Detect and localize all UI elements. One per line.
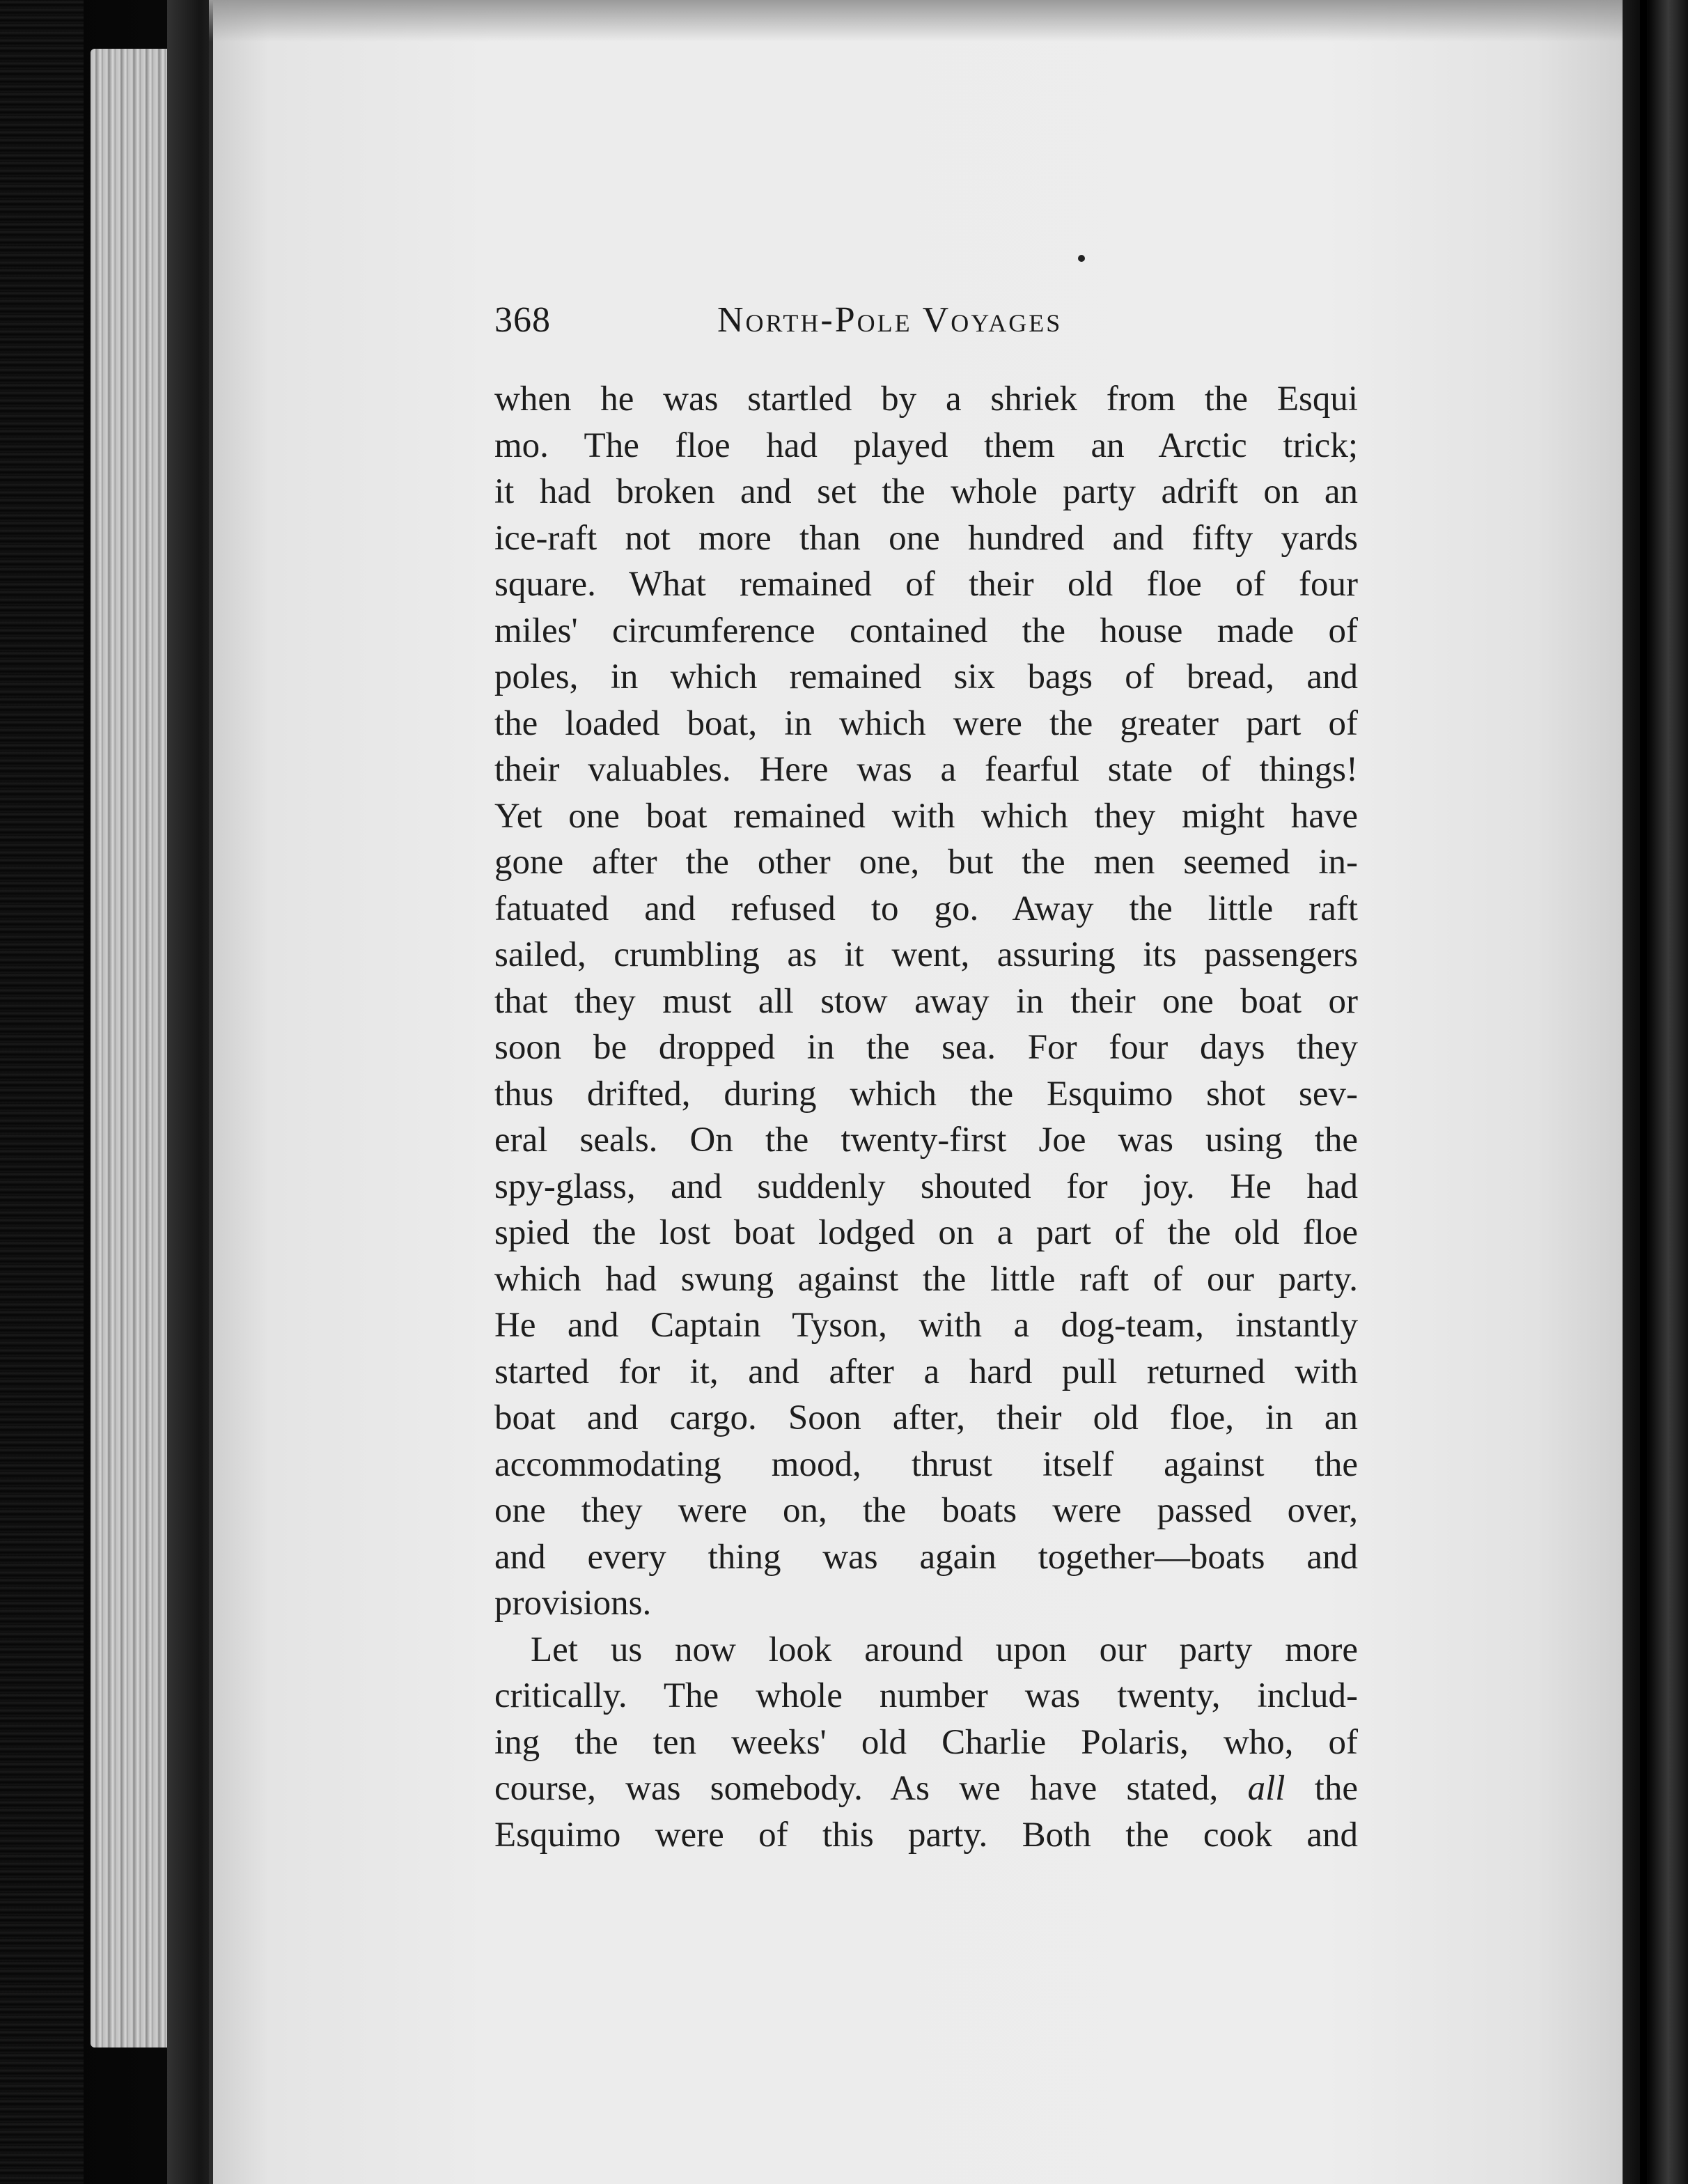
text-line: accommodating mood, thrust itself against the [494, 1444, 1358, 1484]
text-line: Esquimo were of this party. Both the cook and [494, 1815, 1358, 1855]
text-line: critically. The whole number was twenty, includ- [494, 1676, 1358, 1715]
right-gutter-line [1640, 0, 1647, 2184]
text-line: Let us now look around upon our party more [531, 1630, 1358, 1669]
running-title: North-Pole Voyages [717, 300, 1063, 340]
text-line: Yet one boat remained with which they might have [494, 796, 1358, 836]
text-line: when he was startled by a shriek from the Esqui [494, 380, 1358, 419]
text-line: miles' circumference contained the house made of [494, 611, 1358, 650]
text-fragment: course, was somebody. As we have stated, [494, 1769, 1219, 1808]
text-line: square. What remained of their old floe of four [494, 565, 1358, 604]
text-line: thus drifted, during which the Esquimo shot sev- [494, 1074, 1358, 1114]
text-line: it had broken and set the whole party adrift on an [494, 472, 1358, 511]
text-line: fatuated and refused to go. Away the little raft [494, 889, 1358, 928]
book-cover-edge [0, 0, 84, 2184]
text-line: boat and cargo. Soon after, their old floe, in an [494, 1398, 1358, 1437]
text-line: the loaded boat, in which were the greater part of [494, 703, 1358, 743]
paragraph-2 [494, 1627, 1358, 1859]
text-line: He and Captain Tyson, with a dog-team, instantly [494, 1306, 1358, 1345]
text-line: gone after the other one, but the men seemed in- [494, 843, 1358, 882]
text-line: poles, in which remained six bags of bread, and [494, 657, 1358, 696]
text-line-with-italic [494, 1765, 1358, 1812]
text-line: ing the ten weeks' old Charlie Polaris, who, of [494, 1722, 1358, 1762]
right-gutter [1623, 0, 1688, 2184]
page-top-shadow [209, 0, 1623, 42]
text-line: started for it, and after a hard pull returned with [494, 1352, 1358, 1391]
text-line: one they were on, the boats were passed over, [494, 1491, 1358, 1530]
text-line: which had swung against the little raft of our party. [494, 1259, 1358, 1299]
body-text [494, 376, 1358, 1858]
text-line: that they must all stow away in their one boat or [494, 981, 1358, 1021]
page-number: 368 [494, 300, 551, 340]
ink-speck [1078, 255, 1085, 262]
italic-word: all [1247, 1769, 1285, 1808]
running-head [494, 299, 1372, 355]
text-line: sailed, crumbling as it went, assuring its passengers [494, 935, 1358, 974]
text-fragment: the [1314, 1769, 1359, 1808]
paragraph-1 [494, 376, 1358, 1627]
text-line: provisions. [494, 1584, 652, 1623]
text-line: their valuables. Here was a fearful state of things! [494, 750, 1358, 789]
text-line: spy-glass, and suddenly shouted for joy. He had [494, 1167, 1358, 1206]
text-line: ice-raft not more than one hundred and fifty yards [494, 518, 1358, 558]
text-line: and every thing was again together—boats and [494, 1537, 1358, 1577]
text-line: mo. The floe had played them an Arctic trick; [494, 426, 1358, 465]
text-line: eral seals. On the twenty-first Joe was using the [494, 1121, 1358, 1160]
text-line: soon be dropped in the sea. For four days they [494, 1028, 1358, 1067]
text-line: spied the lost boat lodged on a part of the old floe [494, 1213, 1358, 1252]
